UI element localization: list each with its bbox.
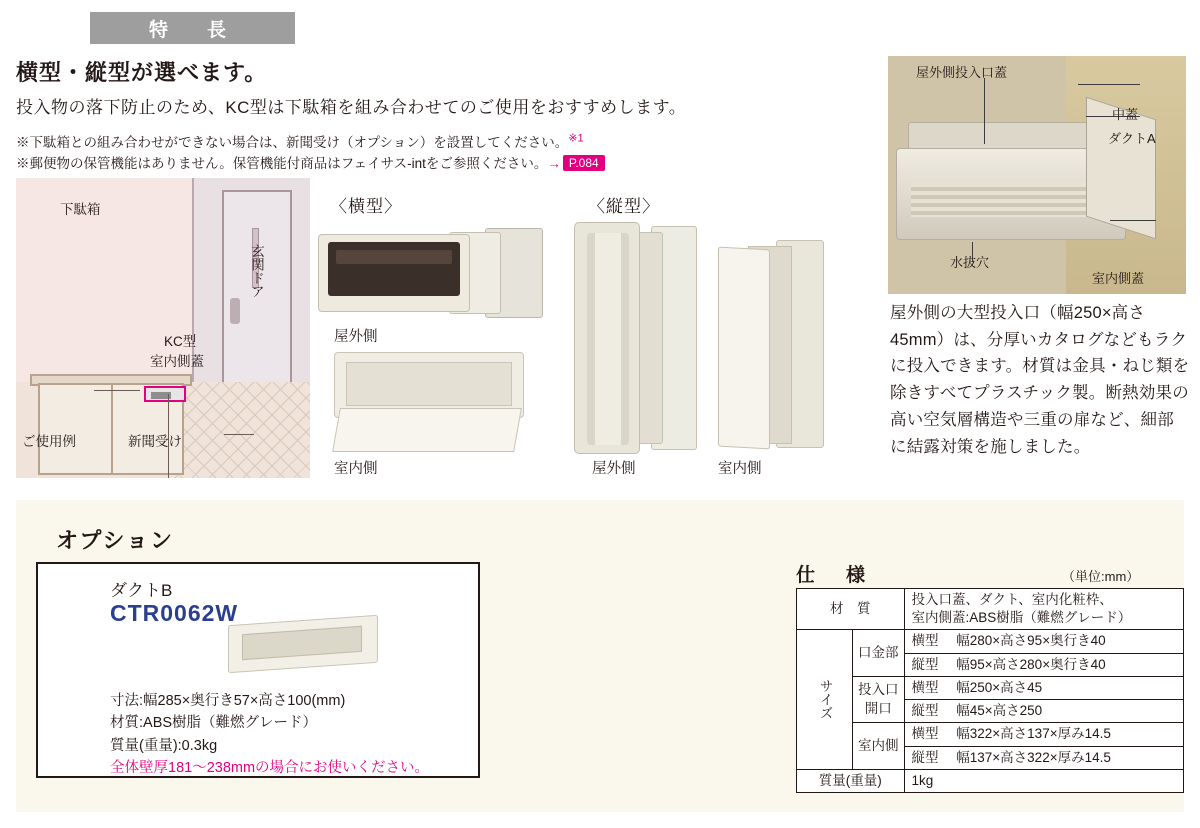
- photo-label-inner-lid: 中蓋: [1112, 107, 1139, 122]
- spec-shitsunai-tate-type: 縦型: [911, 749, 939, 765]
- photo-tate-outdoor: [572, 222, 697, 454]
- illus-label-newspaper: 新聞受け: [128, 434, 182, 449]
- right-description: 屋外側の大型投入口（幅250×高さ45mm）は、分厚いカタログなどもラクに投入できます。材質は金具・ねじ類を除きすべてプラスチック製。断熱効果の高い空気層構造や三重の扉など、細部に結露対策を施しました。: [890, 304, 1190, 456]
- caption-yoko-outdoor: 屋外側: [334, 329, 378, 345]
- spec-shitsunai-yoko-type: 横型: [911, 726, 939, 742]
- spec-tonyu-tate-value: 幅45×高さ250: [956, 703, 1043, 719]
- photo-label-outdoor-lid: 屋外側投入口蓋: [916, 65, 1008, 80]
- spec-tonyu-tate-type: 縦型: [911, 703, 939, 719]
- cross-section-photo: [888, 56, 1186, 294]
- illus-label-door: 玄関ドア: [249, 244, 264, 298]
- spec-material-line1: 投入口蓋、ダクト、室内化粧枠、: [911, 592, 1113, 607]
- spec-material-value: [904, 589, 1184, 630]
- spec-tonyu-yoko: [904, 676, 1184, 699]
- table-row: [797, 723, 1184, 746]
- table-row: [797, 630, 1184, 653]
- spec-shitsunai-yoko: [904, 723, 1184, 746]
- page-title: 横型・縦型が選べます。: [16, 60, 268, 85]
- photo-leader-5: [1110, 220, 1156, 221]
- photo-label-drain-hole: 水抜穴: [950, 255, 990, 270]
- caption-tate-outdoor: 屋外側: [592, 461, 636, 477]
- spec-kuchigane-yoko-type: 横型: [911, 633, 939, 649]
- photo-yoko-indoor: [318, 352, 543, 454]
- photo-leader-2: [1078, 84, 1140, 85]
- option-title: オプション: [56, 528, 175, 553]
- spec-tonyu-line2: 開口: [864, 700, 892, 716]
- spec-kuchigane-label: 口金部: [853, 630, 905, 676]
- option-product-code: CTR0062W: [110, 600, 239, 626]
- option-dimension: 寸法:幅285×奥行き57×高さ100(mm): [110, 693, 346, 709]
- option-spec-list: [110, 690, 429, 780]
- spec-weight-label: 質量(重量): [797, 769, 905, 792]
- leader-line-getabako: [94, 390, 140, 391]
- spec-shitsunai-tate-value: 幅137×高さ322×厚み14.5: [956, 749, 1111, 765]
- note-2: [16, 152, 605, 172]
- spec-title: 仕 様: [796, 565, 872, 586]
- leader-line-door: [224, 434, 254, 435]
- illus-label-usage: ご使用例: [22, 434, 76, 449]
- spec-kuchigane-tate-value: 幅95×高さ280×奥行き40: [956, 656, 1106, 672]
- spec-tonyu-yoko-type: 横型: [911, 679, 939, 695]
- photo-label-duct-a: ダクトA: [1108, 131, 1156, 146]
- illus-label-kc-line2: 室内側蓋: [150, 354, 204, 369]
- spec-tonyu-tate: [904, 700, 1184, 723]
- table-row: [797, 769, 1184, 792]
- spec-table: [796, 588, 1184, 793]
- illus-label-kc-line1: KC型: [164, 334, 197, 349]
- note-1-mark: ※1: [568, 132, 584, 145]
- spec-unit: （単位:mm）: [1062, 569, 1140, 584]
- illus-door-knob: [230, 298, 240, 324]
- photo-label-indoor-lid: 室内側蓋: [1092, 271, 1145, 286]
- illus-kc-unit: [144, 386, 186, 402]
- spec-shitsunai-label: 室内側: [853, 723, 905, 769]
- option-product-photo: [228, 614, 378, 676]
- spec-size-label: サイズ: [797, 630, 853, 769]
- option-product-name: ダクトB: [110, 581, 173, 600]
- spec-kuchigane-tate-type: 縦型: [911, 656, 939, 672]
- spec-shitsunai-yoko-value: 幅322×高さ137×厚み14.5: [956, 726, 1111, 742]
- spec-kuchigane-tate: [904, 653, 1184, 676]
- spec-kuchigane-yoko-value: 幅280×高さ95×奥行き40: [956, 633, 1106, 649]
- usage-illustration: [16, 178, 310, 478]
- note-1: [16, 131, 584, 151]
- spec-tonyu-yoko-value: 幅250×高さ45: [956, 679, 1043, 695]
- caption-yoko-indoor: 室内側: [334, 461, 378, 477]
- page-reference-chip[interactable]: P.084: [563, 155, 605, 171]
- illus-tile-floor: [166, 382, 310, 478]
- lead-text: 投入物の落下防止のため、KC型は下駄箱を組み合わせてのご使用をおすすめします。: [16, 98, 687, 117]
- photo-yoko-outdoor: [318, 228, 543, 318]
- spec-shitsunai-tate: [904, 746, 1184, 769]
- spec-tonyu-label: [853, 676, 905, 722]
- note-2-arrow: →: [547, 156, 561, 171]
- option-warning: 全体壁厚181～238mmの場合にお使いください。: [110, 760, 430, 777]
- spec-weight-value: 1kg: [904, 769, 1184, 792]
- illus-label-getabako: 下駄箱: [60, 202, 101, 217]
- spec-material-line2: 室内側蓋:ABS樹脂（難燃グレード）: [911, 610, 1132, 626]
- table-row: [797, 676, 1184, 699]
- spec-tonyu-line1: 投入口: [858, 682, 899, 698]
- section-title-yoko: 〈横型〉: [330, 197, 402, 216]
- photo-tate-indoor: [714, 240, 824, 455]
- feature-band: 特 長: [90, 12, 295, 44]
- note-1-text: ※下駄箱との組み合わせができない場合は、新聞受け（オプション）を設置してください。: [16, 135, 569, 150]
- option-material: 材質:ABS樹脂（難燃グレード）: [110, 715, 318, 732]
- option-weight: 質量(重量):0.3kg: [110, 737, 218, 754]
- table-row: [797, 589, 1184, 630]
- section-title-tate: 〈縦型〉: [588, 197, 660, 216]
- spec-kuchigane-yoko: [904, 630, 1184, 653]
- caption-tate-indoor: 室内側: [718, 461, 762, 477]
- note-2-text: ※郵便物の保管機能はありません。保管機能付商品はフェイサス-intをご参照ください。: [16, 156, 548, 171]
- photo-leader-1: [984, 78, 985, 144]
- spec-material-label: 材 質: [797, 589, 905, 630]
